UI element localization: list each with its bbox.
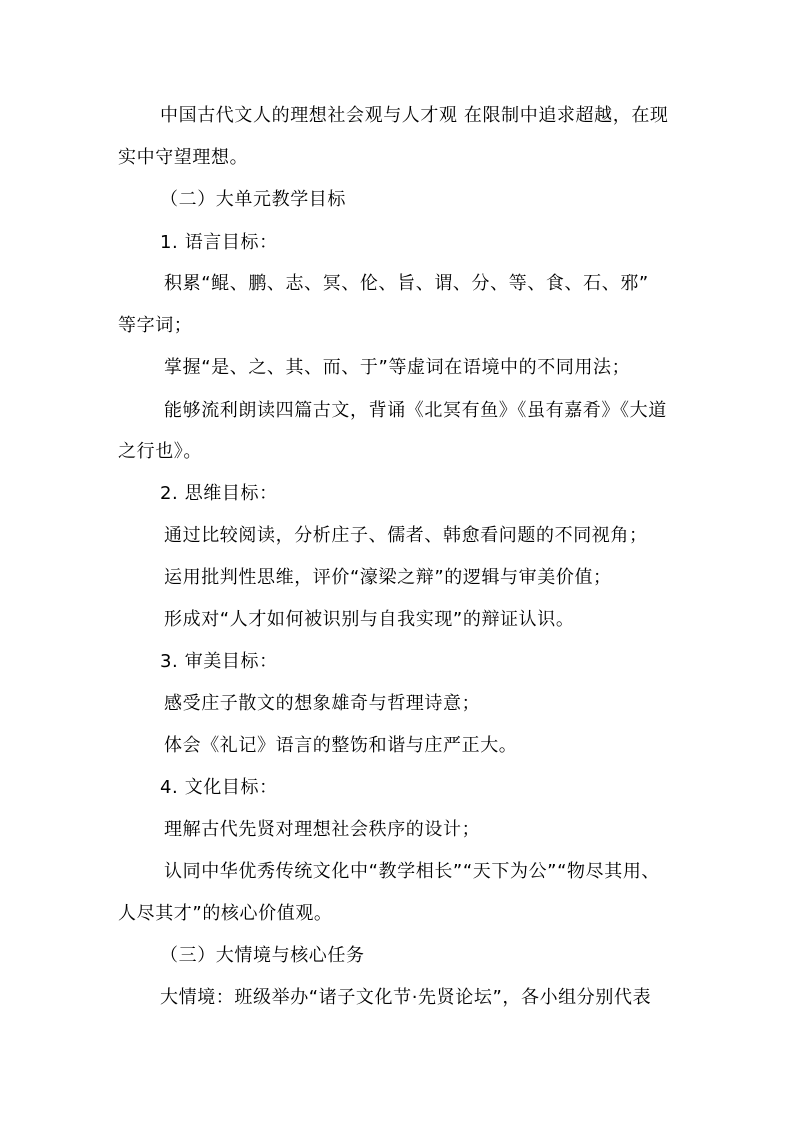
paragraph-line: 形成对“人才如何被识别与自我实现”的辩证认识。 (164, 609, 575, 630)
paragraph-line: 通过比较阅读，分析庄子、儒者、韩愈看问题的不同视角； (164, 525, 648, 546)
subsection-heading: 1. 语言目标： (160, 232, 278, 253)
paragraph-line: 认同中华优秀传统文化中“教学相长”“天下为公”“物尽其用、 (164, 861, 661, 882)
paragraph-line: 感受庄子散文的想象雄奇与哲理诗意； (164, 693, 481, 714)
paragraph-line: 运用批判性思维，评价“濠梁之辩”的逻辑与审美价值； (164, 567, 612, 588)
paragraph-line: 能够流利朗读四篇古文，背诵《北冥有鱼》《虽有嘉肴》《大道 (164, 400, 667, 421)
paragraph-line: 之行也》。 (118, 441, 202, 462)
subsection-heading: 2. 思维目标： (160, 483, 278, 504)
section-heading: （三）大情境与核心任务 (160, 945, 365, 966)
paragraph-line: 等字词； (118, 315, 193, 336)
paragraph-line: 实中守望理想。 (118, 147, 249, 168)
paragraph-line: 掌握“是、之、其、而、于”等虚词在语境中的不同用法； (164, 357, 631, 378)
paragraph-line: 理解古代先贤对理想社会秩序的设计； (164, 819, 481, 840)
section-heading: （二）大单元教学目标 (160, 189, 346, 210)
subsection-heading: 4. 文化目标： (160, 777, 278, 798)
paragraph-line: 人尽其才”的核心价值观。 (118, 903, 333, 924)
paragraph-line: 体会《礼记》语言的整饬和谐与庄严正大。 (164, 735, 518, 756)
paragraph-line: 大情境：班级举办“诸子文化节·先贤论坛”，各小组分别代表 (160, 987, 652, 1008)
subsection-heading: 3. 审美目标： (160, 651, 278, 672)
paragraph-line: 积累“鲲、鹏、志、冥、伦、旨、谓、分、等、食、石、邪” (164, 273, 649, 294)
paragraph-line: 中国古代文人的理想社会观与人才观 在限制中追求超越，在现 (160, 105, 669, 126)
